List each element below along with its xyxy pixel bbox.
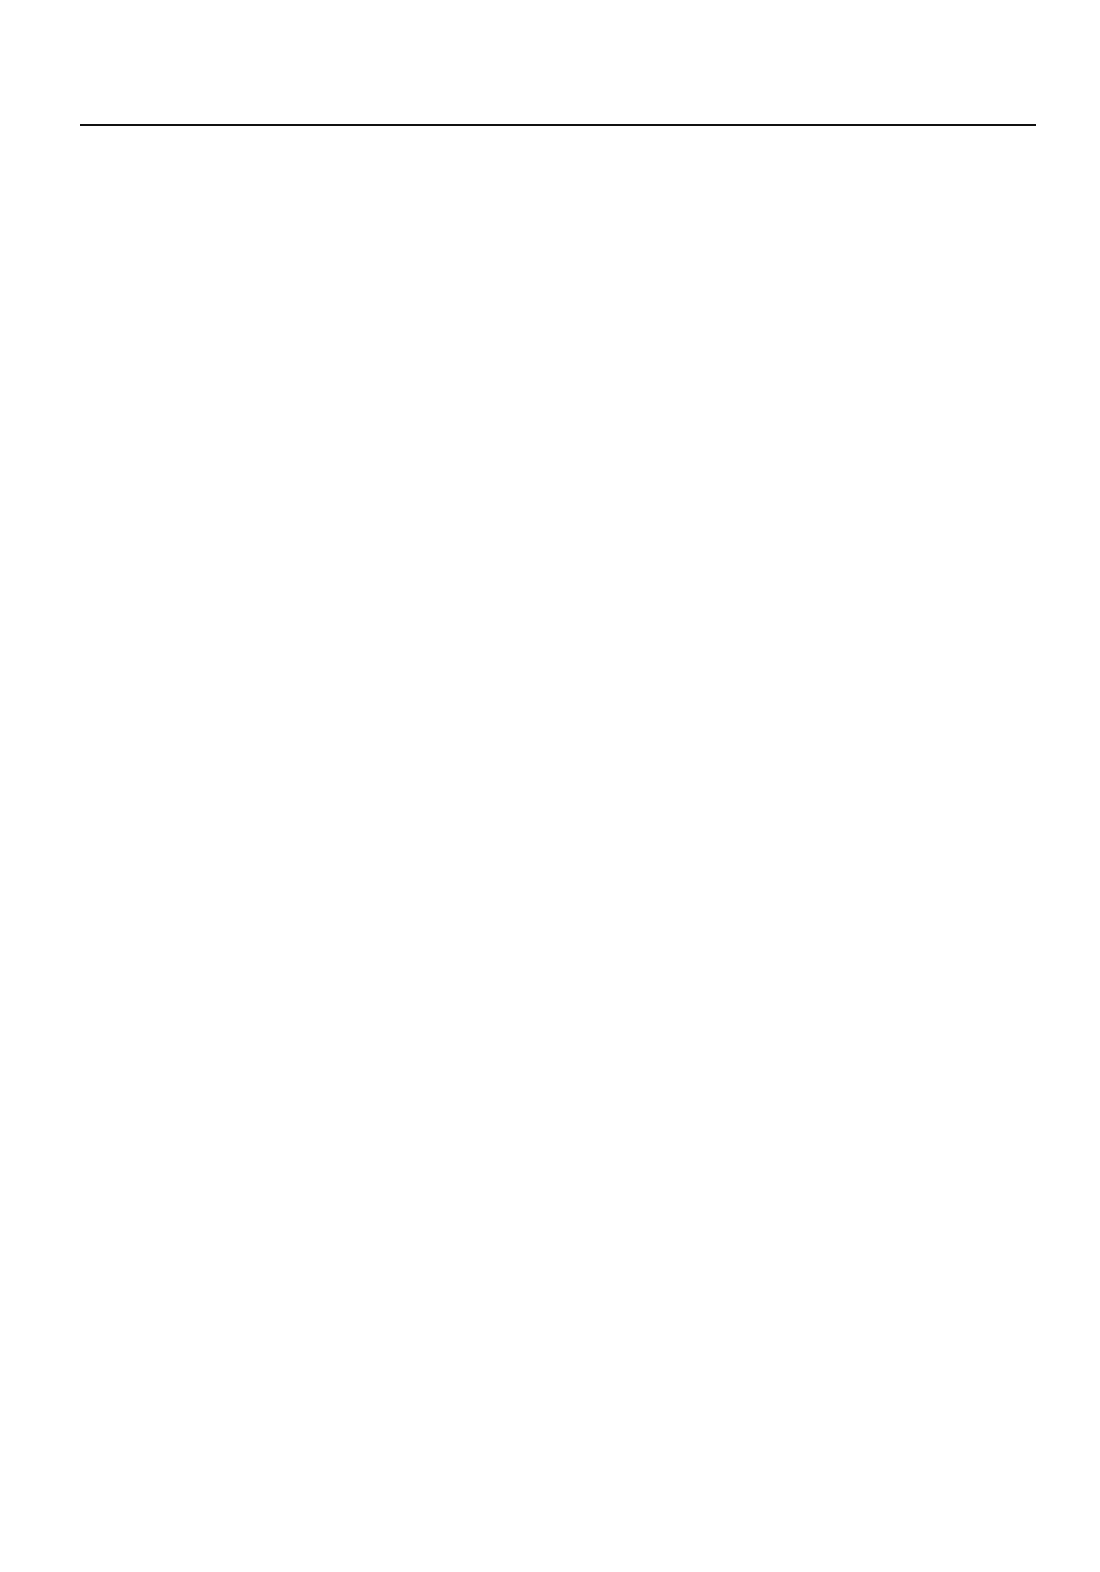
page-body [78, 148, 1038, 164]
header-divider [80, 124, 1036, 126]
running-header [80, 82, 1034, 122]
